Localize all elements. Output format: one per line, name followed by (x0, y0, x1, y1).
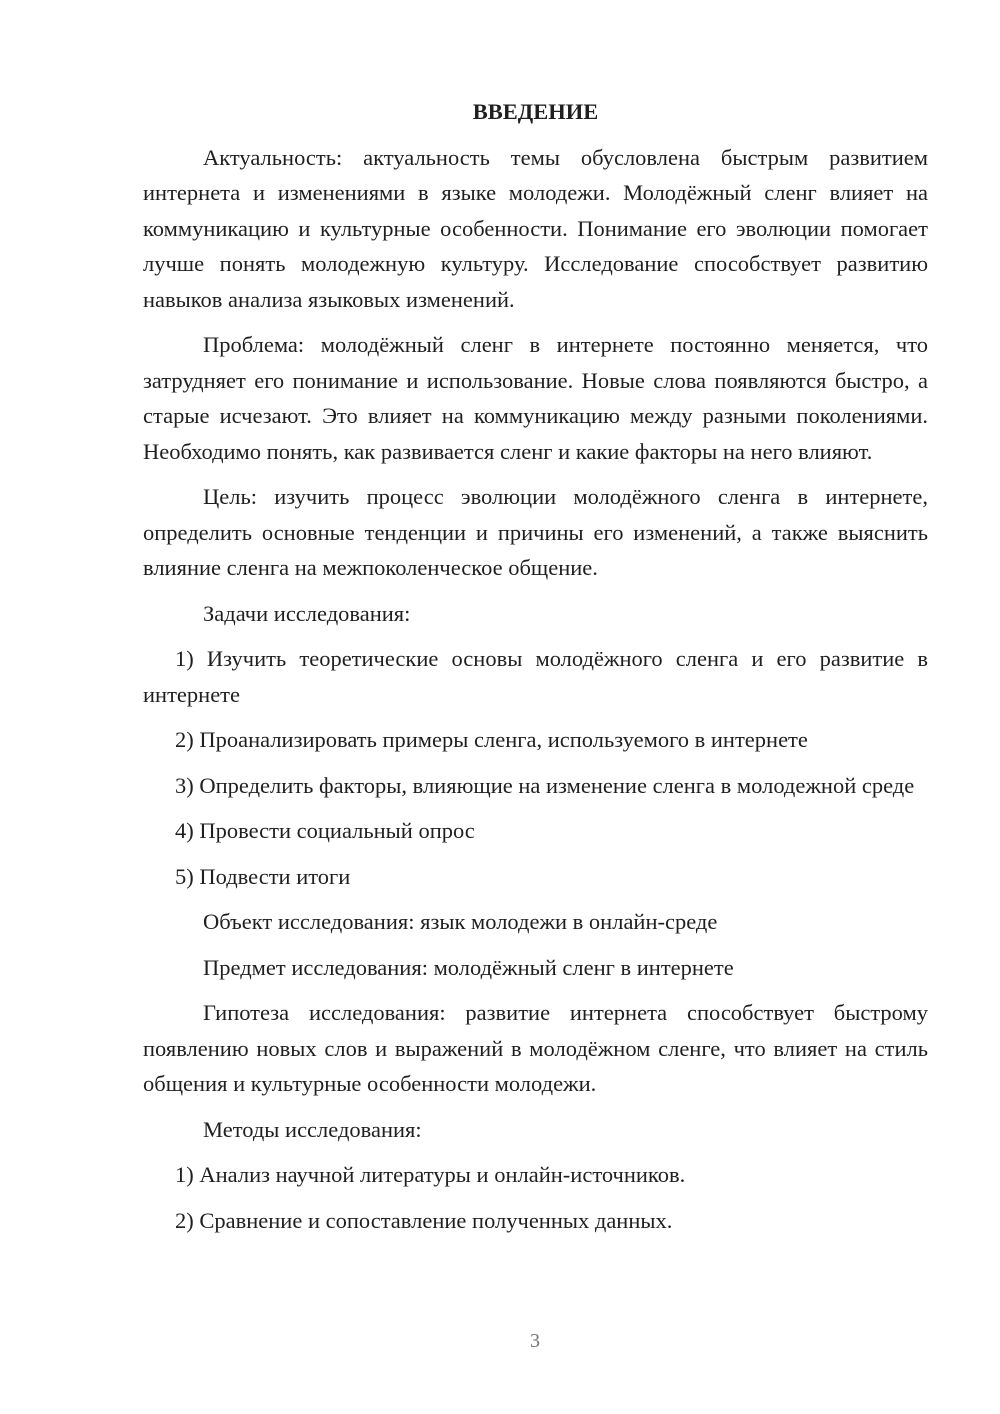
page-title: ВВЕДЕНИЕ (472, 99, 599, 124)
page-content (143, 94, 928, 1248)
problem-paragraph: Проблема: молодёжный сленг в интернете постоянно меняется, что затрудняет его понимание и использование. Новые слова появляются быстро, а старые исчезают. Это влияет на коммуникацию между разными поколениями. Необходимо понять, как развивается сленг и какие факторы на него влияют. (143, 332, 928, 464)
methods-label: Методы исследования: (203, 1116, 422, 1142)
object-paragraph: Объект исследования: язык молодежи в онлайн-среде (203, 909, 718, 934)
task-item: 3) Определить факторы, влияющие на изменение сленга в молодежной среде (175, 772, 915, 798)
task-item: 5) Подвести итоги (175, 863, 351, 889)
subject-paragraph: Предмет исследования: молодёжный сленг в интернете (203, 954, 734, 980)
tasks-label: Задачи исследования: (203, 600, 411, 626)
page-number: 3 (530, 1330, 540, 1352)
task-item: 4) Провести социальный опрос (175, 818, 475, 843)
method-item: 2) Сравнение и сопоставление полученных данных. (175, 1207, 673, 1233)
task-item: 1) Изучить теоретические основы молодёжного сленга и его развитие в интернете (143, 646, 928, 707)
goal-paragraph: Цель: изучить процесс эволюции молодёжного сленга в интернете, определить основные тенденции и причины его изменений, а также выяснить влияние сленга на межпоколенческое общение. (143, 484, 928, 580)
hypothesis-paragraph: Гипотеза исследования: развитие интернета способствует быстрому появлению новых слов и выражений в молодёжном сленге, что влияет на стиль общения и культурные особенности молодежи. (143, 1000, 928, 1096)
task-item: 2) Проанализировать примеры сленга, используемого в интернете (175, 727, 808, 752)
relevance-paragraph: Актуальность: актуальность темы обусловлена быстрым развитием интернета и изменениями в языке молодежи. Молодёжный сленг влияет на коммуникацию и культурные особенности. Понимание его эволюции помогает лучше понять молодежную культуру. Исследование способствует развитию навыков анализа языковых изменений. (143, 144, 928, 312)
method-item: 1) Анализ научной литературы и онлайн-источников. (175, 1162, 686, 1187)
